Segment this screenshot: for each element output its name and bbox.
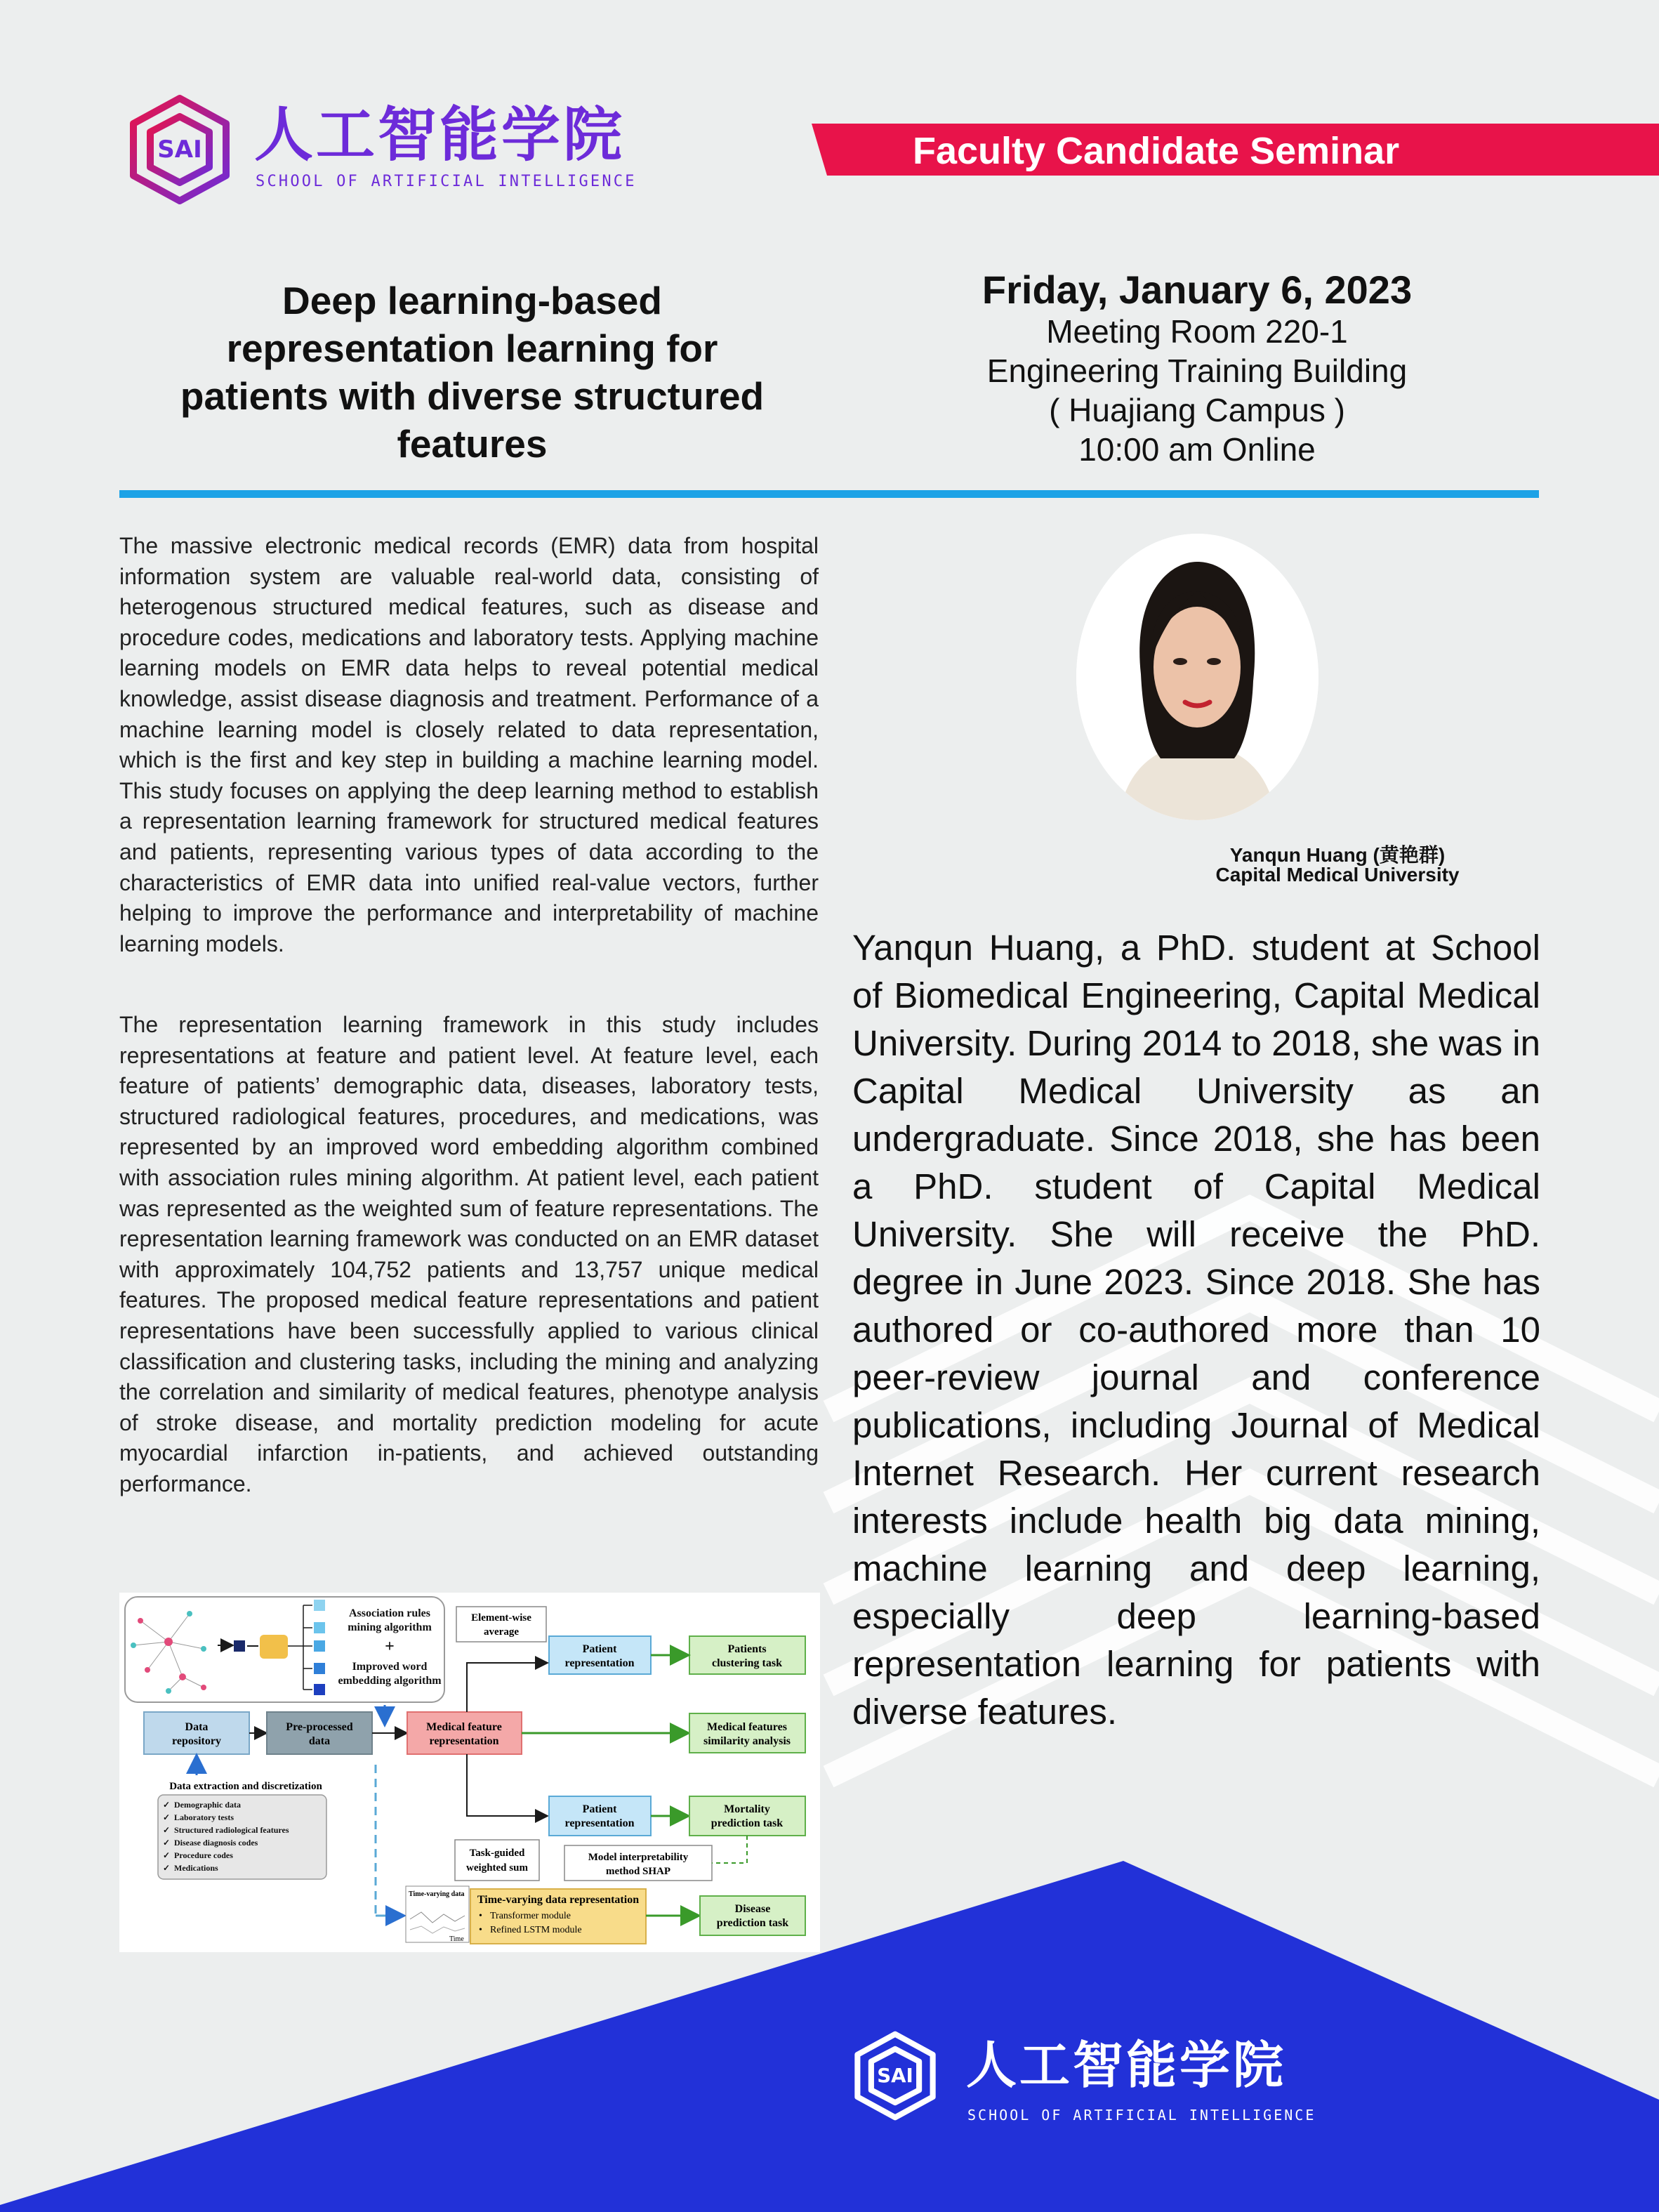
abstract-paragraph-1: The massive electronic medical records (EMR) data from hospital information system are valuable real-world data, consisting of heterogenous structured medical features, such as disease and procedure codes, medications and laboratory tests. Applying machine learning models on EMR data helps to reveal potential medical knowledge, assist disease diagnosis and treatment. Performance of a machine learning model is closely related to data representation, which is the first and key step in building a machine learning model. This study focuses on applying the deep learning method to establish a representation learning framework for structured medical features and patients, representing various types of data according to the characteristics of EMR data into unified real-value vectors, further helping to improve the performance and interpretability of machine learning models. — [119, 533, 819, 956]
speaker-affiliation: Capital Medical University — [1215, 864, 1460, 886]
svg-text:✓: ✓ — [163, 1850, 171, 1860]
svg-text:✓: ✓ — [163, 1800, 171, 1810]
patient-rep-a-label-1: Patient — [582, 1643, 617, 1655]
tv-item-1: Transformer module — [490, 1911, 571, 1921]
assoc-label-2: mining algorithm — [348, 1621, 432, 1633]
mortality-label-2: prediction task — [710, 1817, 784, 1829]
taskguided-label-2: weighted sum — [466, 1862, 528, 1874]
talk-title — [105, 277, 839, 468]
clustering-label-2: clustering task — [712, 1657, 782, 1669]
svg-text:✓: ✓ — [163, 1838, 171, 1848]
framework-diagram — [119, 1593, 820, 1952]
seminar-banner-label: Faculty Candidate Seminar — [913, 130, 1400, 172]
embedding-layer-icon — [260, 1635, 288, 1659]
assoc-label-1: Association rules — [349, 1607, 430, 1619]
time-axis-label: Time — [449, 1935, 464, 1943]
patient-rep-box-b — [549, 1796, 651, 1836]
medical-feature-rep-box — [407, 1712, 522, 1754]
extraction-item: Demographic data — [174, 1800, 241, 1810]
medfeat-label-2: representation — [429, 1735, 499, 1747]
data-repository-box — [144, 1712, 249, 1754]
similarity-label-2: similarity analysis — [703, 1735, 791, 1747]
svg-text:✓: ✓ — [163, 1863, 171, 1873]
svg-text:✓: ✓ — [163, 1812, 171, 1822]
elementwise-label-2: average — [484, 1626, 519, 1638]
event-campus: ( Huajiang Campus ) — [1049, 392, 1345, 428]
event-date: Friday, January 6, 2023 — [981, 268, 1413, 312]
medfeat-label-1: Medical feature — [426, 1721, 502, 1733]
disease-label-2: prediction task — [716, 1917, 789, 1929]
title-line: representation learning for — [226, 327, 718, 370]
plus-label: + — [385, 1638, 395, 1656]
timevarying-small-label: Time-varying data — [409, 1890, 465, 1898]
taskguided-label-1: Task-guided — [469, 1848, 525, 1859]
title-line: Deep learning-based — [282, 279, 662, 322]
sai-emblem-icon — [124, 93, 236, 206]
svg-text:•: • — [479, 1925, 482, 1935]
event-time: 10:00 am Online — [1078, 431, 1316, 468]
mortality-box — [689, 1796, 805, 1836]
title-line: patients with diverse structured — [180, 374, 765, 418]
speaker-photo — [1076, 534, 1318, 820]
svg-text:SAI: SAI — [877, 2063, 913, 2087]
speaker-name: Yanqun Huang (黄艳群) — [1229, 844, 1446, 866]
extraction-item: Structured radiological features — [174, 1825, 289, 1835]
extraction-item: Procedure codes — [174, 1850, 233, 1860]
patient-rep-b-label-1: Patient — [582, 1803, 617, 1815]
extraction-item: Disease diagnosis codes — [174, 1838, 258, 1848]
preprocessed-box — [267, 1712, 372, 1754]
svg-text:✓: ✓ — [163, 1825, 171, 1835]
extraction-title: Data extraction and discretization — [169, 1781, 322, 1792]
school-name-english: SCHOOL OF ARTIFICIAL INTELLIGENCE — [256, 173, 637, 190]
interp-label-1: Model interpretability — [588, 1852, 689, 1863]
svg-text:•: • — [479, 1911, 482, 1921]
seminar-banner — [827, 124, 1659, 176]
sai-emblem-icon — [850, 2029, 941, 2122]
school-name-chinese: 人工智能学院 — [254, 100, 626, 169]
speaker-portrait-image — [1076, 534, 1318, 820]
abstract-paragraph-2: The representation learning framework in this study includes representations at feature and patient level. At feature level, each feature of patients’ demographic data, diseases, laboratory tests, structured radiological features, procedures, and medications, was represented by an improved word embedding algorithm combined with association rules mining algorithm. At patient level, each patient was represented as the weighted sum of feature representations. The representation learning framework was conducted on an EMR dataset with approximately 104,752 patients and 13,757 unique medical features. The proposed medical feature representations and patient representations have been successfully applied to various clinical classification and clustering tasks, including the mining and analyzing the correlation and similarity of medical features, phenotype analysis of stroke disease, and mortality prediction modeling for acute myocardial infarction in-patients, and achieved outstanding performance. — [119, 1012, 819, 1496]
input-vector-icon — [234, 1640, 245, 1652]
extraction-item: Medications — [174, 1863, 218, 1873]
similarity-label-1: Medical features — [707, 1721, 787, 1733]
data-repo-label-2: repository — [172, 1735, 221, 1747]
disease-label-1: Disease — [734, 1903, 771, 1915]
speaker-bio: Yanqun Huang, a PhD. student at School of Biomedical Engineering, Capital Medical University. During 2014 to 2018, she was in Capital Medical University as an undergraduate. Since 2018, she has been a PhD. student of Capital Medical University. She will receive the PhD. degree in June 2023. Since 2018. She has authored or co-authored more than 10 peer-review journal and conference publications, including Journal of Medical Internet Research. Her current research interests include health big data mining, machine learning and deep learning, especially deep learning-based representation learning for patients with diverse features. — [852, 928, 1540, 1732]
improved-label-1: Improved word — [352, 1661, 428, 1673]
event-room: Meeting Room 220-1 — [1046, 313, 1348, 350]
patient-rep-a-label-2: representation — [564, 1657, 635, 1669]
interp-label-2: method SHAP — [605, 1866, 671, 1877]
event-building: Engineering Training Building — [986, 353, 1408, 389]
task-guided-box — [455, 1840, 539, 1881]
patient-rep-b-label-2: representation — [564, 1817, 635, 1829]
elementwise-label-1: Element-wise — [471, 1612, 531, 1624]
section-divider — [119, 490, 1539, 498]
tv-item-2: Refined LSTM module — [490, 1925, 582, 1935]
clustering-label-1: Patients — [727, 1643, 767, 1655]
preproc-label-2: data — [308, 1735, 331, 1747]
footer-school-name-chinese: 人工智能学院 — [966, 2036, 1287, 2095]
school-logo-emblem — [124, 93, 236, 206]
mortality-label-1: Mortality — [724, 1803, 770, 1815]
extraction-item: Laboratory tests — [174, 1812, 234, 1822]
tv-title: Time-varying data representation — [477, 1894, 640, 1906]
footer-school-name-english: SCHOOL OF ARTIFICIAL INTELLIGENCE — [967, 2107, 1316, 2124]
svg-text:SAI: SAI — [157, 136, 202, 164]
framework-figure — [119, 1593, 820, 1952]
improved-label-2: embedding algorithm — [338, 1675, 442, 1687]
data-repo-label-1: Data — [185, 1721, 209, 1733]
footer-logo-emblem — [850, 2029, 941, 2122]
disease-box — [700, 1896, 805, 1935]
preproc-label-1: Pre-processed — [286, 1721, 353, 1733]
title-line: features — [397, 422, 548, 466]
